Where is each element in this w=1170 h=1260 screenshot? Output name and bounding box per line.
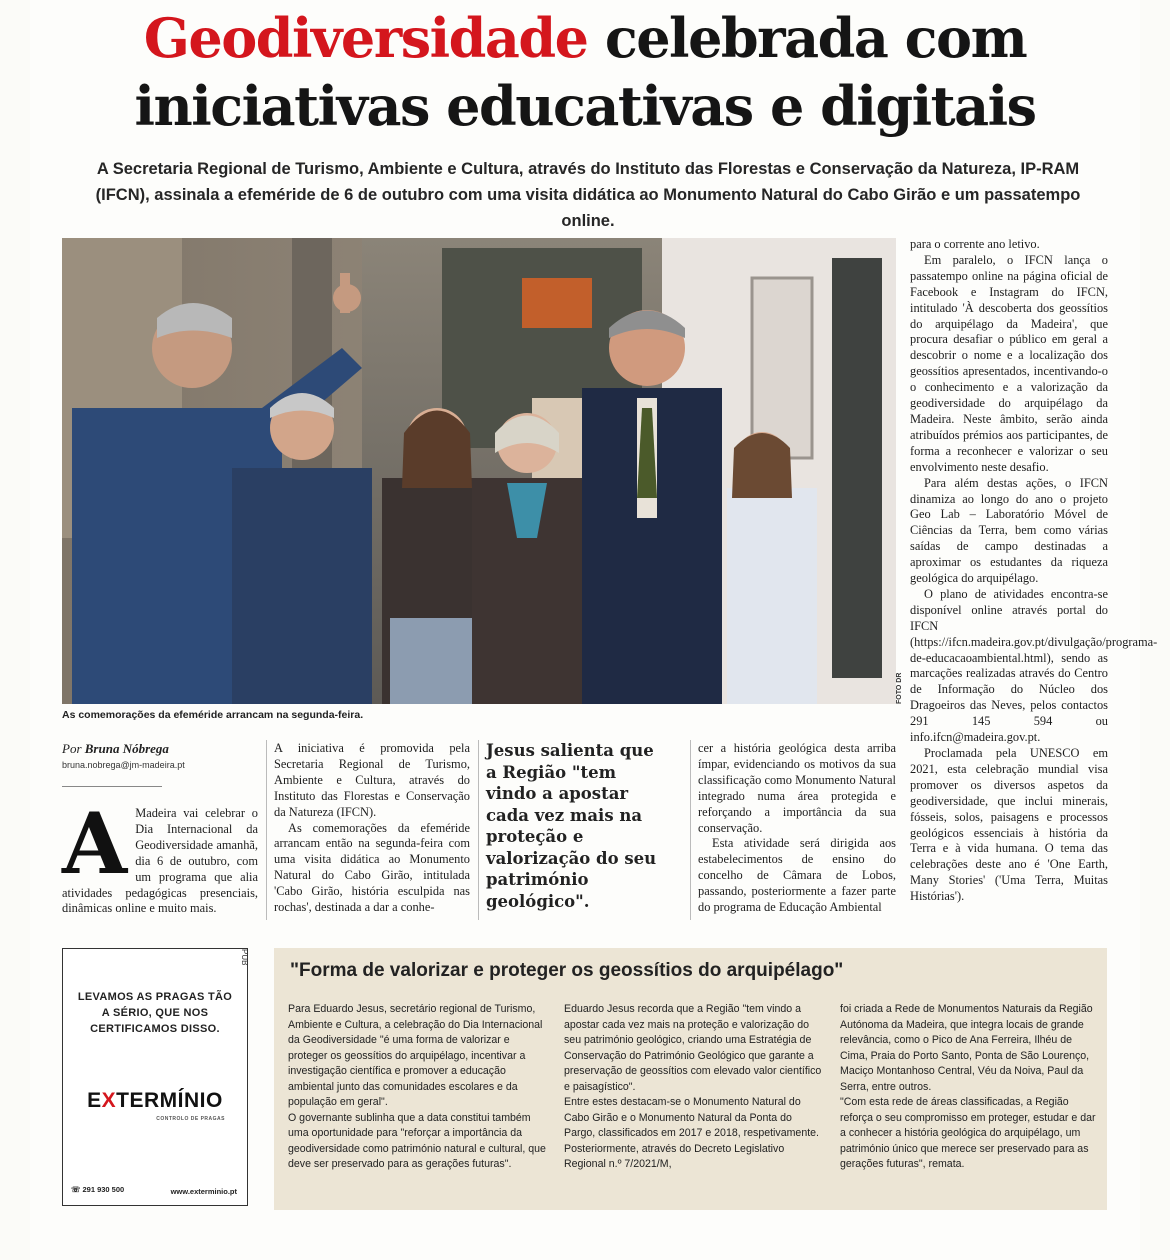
author-email[interactable]: bruna.nobrega@jm-madeira.pt [62, 760, 185, 770]
phone-icon: ☏ [71, 1185, 81, 1194]
article-paragraph: Em paralelo, o IFCN lança o passatempo online na página oficial de Facebook e Instagram do IFCN, intitulado 'À descoberta dos geossítios do arquipélago da Madeira', que procura desafiar o público em geral a descobrir o nome e a localização dos geossítios apresentados, incentivando-o o conhecimento e a valorização da geodiversidade do arquipélago da Madeira. Neste âmbito, serão ainda atribuídos prémios aos participantes, de forma a reconhecer e valorizar o seu envolvimento neste desafio. [910, 252, 1108, 474]
ad-phone[interactable] [71, 1185, 124, 1194]
advertisement[interactable] [62, 948, 248, 1206]
column-divider [478, 740, 479, 920]
brand-letter-x: X [101, 1089, 117, 1112]
ad-phone-number: 291 930 500 [82, 1185, 125, 1194]
byline-author: Bruna Nóbrega [84, 741, 169, 756]
byline-prefix: Por [62, 741, 82, 756]
lead-paragraph: A Secretaria Regional de Turismo, Ambiente e Cultura, através do Instituto das Florestas e Conservação da Natureza, IP-RAM (IFCN), assinala a efeméride de 6 de outubro com uma visita didática ao Monumento Natural do Cabo Girão e um passatempo online. [95, 160, 1081, 230]
column-divider [266, 740, 267, 920]
sidebar-box [274, 948, 1107, 1210]
column-divider [690, 740, 691, 920]
pull-quote: Jesus salienta que a Região "tem vindo a apostar cada vez mais na proteção e valorização do seu património geológico". [486, 741, 657, 911]
sidebar-paragraph: "Com esta rede de áreas classificadas, a Região reforça o seu compromisso em proteger, estudar e dar a conhecer a história geológica do arquipélago, um património único que merece ser preservado para as gerações futuras", remata. [840, 1096, 1096, 1170]
headline-line1-rest: celebrada com [587, 6, 1027, 70]
brand-letter-e: E [87, 1089, 102, 1112]
sidebar-title: "Forma de valorizar e proteger os geossítios do arquipélago" [290, 960, 844, 981]
article-paragraph: para o corrente ano letivo. [910, 237, 1040, 251]
sidebar-column-3 [840, 1002, 1098, 1173]
article-paragraph: As comemorações da efeméride arrancam então na segunda-feira com uma visita didática ao Monumento Natural do Cabo Girão, intitulada 'Cabo Girão, história esculpida nas rochas', destinada a dar a conhe- [274, 820, 470, 915]
ad-brand-subtitle: CONTROLO DE PRAGAS [156, 1116, 225, 1122]
article-column-5 [910, 237, 1158, 905]
article-paragraph: O plano de atividades encontra-se disponível online através portal do IFCN (https://ifcn.madeira.gov.pt/divulgação/programa-de-educacaoambiental.html), sendo as marcações realizadas através do Centro de Informação do Núcleo dos Dragoeiros das Neves, pelos contactos 291 145 594 ou info.ifcn@madeira.gov.pt. [910, 586, 1158, 745]
article-paragraph: Para além destas ações, o IFCN dinamiza ao longo do ano o projeto Geo Lab – Laboratório Móvel de Ciências da Terra, bem como várias saídas de campo destinadas a aproximar os estudantes da riqueza geológica do arquipélago. [910, 475, 1108, 586]
article-paragraph: Madeira vai celebrar o Dia Internacional da Geodiversidade amanhã, dia 6 de outubro, com um programa que alia atividades pedagógicas presenciais, dinâmicas online e muito mais. [62, 806, 258, 916]
sidebar-column-1 [288, 1002, 550, 1173]
photo-caption: As comemorações da efeméride arrancam na segunda-feira. [62, 709, 364, 721]
byline [62, 741, 169, 757]
article-photo [62, 238, 896, 704]
article-column-1 [62, 794, 258, 917]
photo-credit: FOTO DR [896, 672, 903, 704]
sidebar-paragraph: Entre estes destacam-se o Monumento Natural do Cabo Girão e o Monumento Natural da Ponta do Pargo, classificados em 2017 e 2018, respetivamente. Posteriormente, através do Decreto Legislativo Regional n.º 7/2021/M, [564, 1096, 819, 1170]
headline [30, 4, 1140, 140]
newspaper-page [30, 0, 1158, 1260]
article-paragraph: cer a história geológica desta arriba ímpar, evidenciando os motivos da sua classificação como Monumento Natural integrado numa área protegida e reforçando a importância da sua conservação. [698, 741, 896, 835]
sidebar-paragraph: foi criada a Rede de Monumentos Naturais da Região Autónoma da Madeira, que integra locais de grande relevância, como o Pico de Ana Ferreira, Ilhéu de Cima, Praia do Porto Santo, Ponta de São Lourenço, Maciço Montanhoso Central, Véu da Noiva, Paul da Serra, entre outros. [840, 1003, 1093, 1093]
sidebar-paragraph: Eduardo Jesus recorda que a Região "tem vindo a apostar cada vez mais na proteção e valorização do seu património geológico, criando uma Estratégia de Conservação do Património Geológico que garante a preservação de geossítios com elevado valor científico e paisagístico". [564, 1003, 822, 1093]
sidebar-paragraph: Para Eduardo Jesus, secretário regional de Turismo, Ambiente e Cultura, a celebração do Dia Internacional da Geodiversidade "é uma forma de valorizar e proteger os geossítios do arquipélago, incentivar a investigação científica e promover a educação ambiental junto das comunidades escolares e da população em geral". [288, 1003, 543, 1108]
sidebar-paragraph: O governante sublinha que a data constitui também uma oportunidade para "reforçar a importância da geodiversidade como património natural e cultural, que deve ser preservado para as gerações futuras". [288, 1111, 546, 1170]
article-column-4 [698, 741, 896, 916]
pub-label: PUB [240, 949, 249, 966]
headline-line2: iniciativas educativas e digitais [134, 74, 1036, 138]
ad-headline: LEVAMOS AS PRAGAS TÃO A SÉRIO, QUE NOS CERTIFICAMOS DISSO. [77, 991, 233, 1035]
brand-rest: TERMÍNIO [116, 1089, 223, 1112]
article-paragraph: Esta atividade será dirigida aos estabelecimentos de ensino do concelho de Câmara de Lobos, passando, posteriormente a fazer parte do programa de Educação Ambiental [698, 836, 896, 915]
ad-website[interactable]: www.exterminio.pt [170, 1187, 237, 1196]
dropcap: A [62, 794, 128, 893]
article-paragraph: Proclamada pela UNESCO em 2021, esta celebração mundial visa promover os diversos aspetos da geodiversidade, que inclui minerais, fósseis, solos, paisagens e processos geológicos essenciais à história da Terra e à vida humana. O tema das celebrações deste ano é 'One Earth, Many Stories' ('Uma Terra, Muitas Histórias'). [910, 746, 1108, 904]
headline-highlight: Geodiversidade [143, 6, 588, 70]
byline-rule [62, 786, 162, 787]
sidebar-column-2 [564, 1002, 826, 1173]
article-paragraph: A iniciativa é promovida pela Secretaria Regional de Turismo, Ambiente e Cultura, através do Instituto das Florestas e Conservação da Natureza (IFCN). [274, 741, 470, 819]
ad-brand-logo [63, 1089, 247, 1113]
article-column-2 [274, 741, 470, 916]
